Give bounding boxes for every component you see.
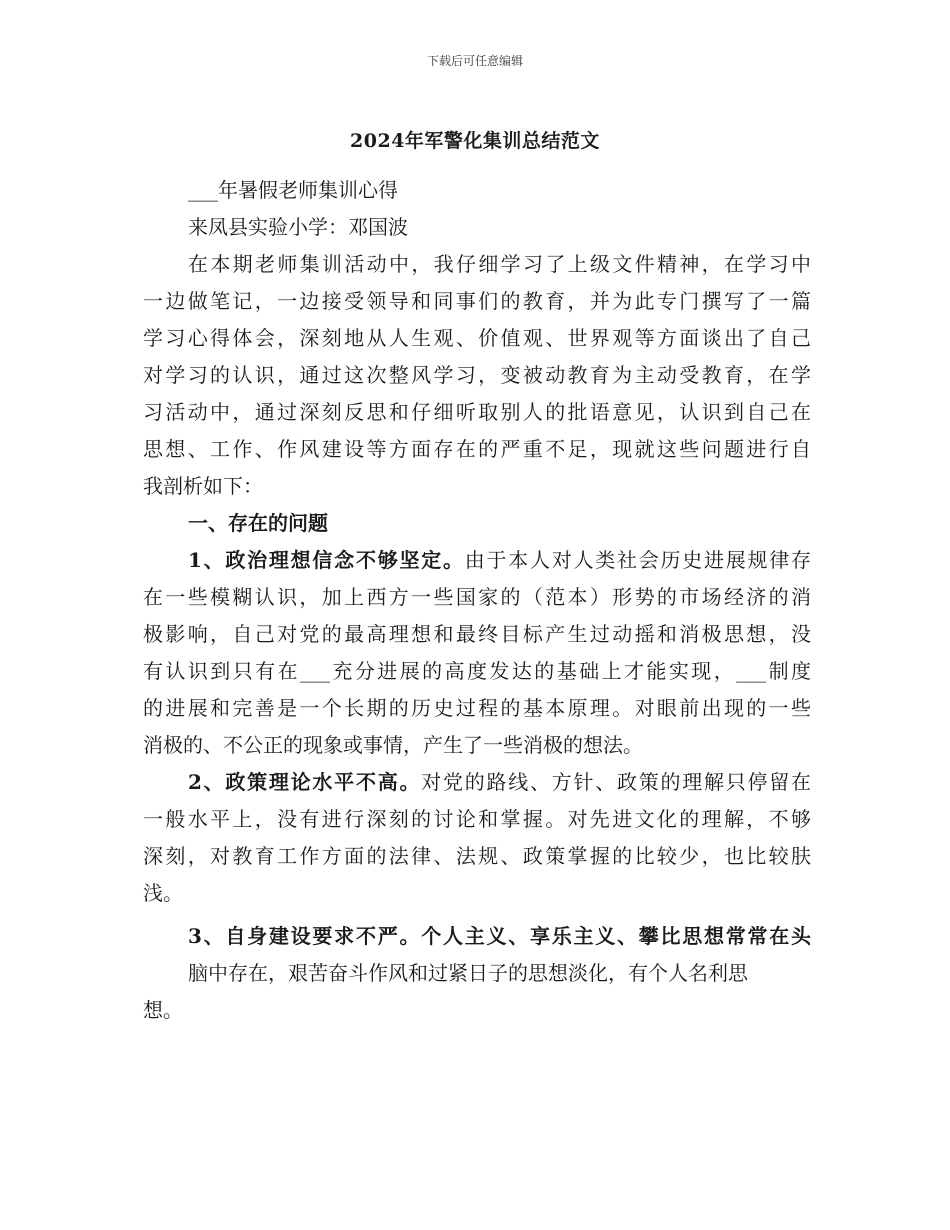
author-line: 来凤县实验小学：邓国波: [188, 215, 408, 239]
document-body: [143, 172, 811, 1029]
paragraph-line: 一般水平上，没有进行深刻的讨论和掌握。对先进文化的理解，不够: [143, 807, 811, 831]
item-1-paragraph: [143, 542, 811, 764]
paragraph-line: 消极的、不公正的现象或事情，产生了一些消极的想法。: [143, 733, 643, 757]
paragraph-line: 浅。: [143, 881, 183, 905]
paragraph-line: 的进展和完善是一个长期的历史过程的基本原理。对眼前出现的一些: [143, 696, 811, 720]
item-2-heading: 2、政策理论水平不高。: [188, 770, 422, 794]
item-3-paragraph: [143, 918, 811, 1029]
paragraph-line: 极影响，自己对党的最高理想和最终目标产生过动摇和消极思想，没: [143, 622, 811, 646]
paragraph-line: 对学习的认识，通过这次整风学习，变被动教育为主动受教育，在学: [143, 363, 811, 387]
paragraph-line: 一边做笔记，一边接受领导和同事们的教育，并为此专门撰写了一篇: [143, 289, 811, 313]
intro-paragraph: [143, 246, 811, 505]
paragraph-line: 在本期老师集训活动中，我仔细学习了上级文件精神，在学习中: [188, 252, 811, 276]
item-2-paragraph: [143, 764, 811, 912]
paragraph-line: 思想、工作、作风建设等方面存在的严重不足，现就这些问题进行自: [143, 437, 811, 461]
paragraph-line: 学习心得体会，深刻地从人生观、价值观、世界观等方面谈出了自己: [143, 326, 811, 350]
paragraph-line: [143, 542, 811, 579]
paragraph-line: 有认识到只有在___充分进展的高度发达的基础上才能实现，___制度: [143, 659, 811, 683]
subtitle: ___年暑假老师集训心得: [188, 178, 398, 202]
paragraph-line: 深刻，对教育工作方面的法律、法规、政策掌握的比较少，也比较肤: [143, 844, 811, 868]
paragraph-line: 习活动中，通过深刻反思和仔细听取别人的批语意见，认识到自己在: [143, 400, 811, 424]
paragraph-line: 想。: [143, 998, 183, 1022]
paragraph-line: 脑中存在，艰苦奋斗作风和过紧日子的思想淡化，有个人名利思: [188, 961, 748, 985]
item-1-text: 由于本人对人类社会历史进展规律存: [464, 548, 811, 572]
item-3-heading: 3、自身建设要求不严。个人主义、享乐主义、攀比思想常常在头: [188, 924, 811, 948]
page-header-note: 下载后可任意编辑: [426, 54, 523, 68]
document-title: 2024年军警化集训总结范文: [350, 130, 600, 152]
paragraph-line: 我剖析如下：: [143, 474, 263, 498]
paragraph-line: 在一些模糊认识，加上西方一些国家的（范本）形势的市场经济的消: [143, 585, 811, 609]
paragraph-line: [143, 764, 811, 801]
section-heading: 一、存在的问题: [188, 511, 328, 535]
item-1-heading: 1、政治理想信念不够坚定。: [188, 548, 465, 572]
item-2-text: 对党的路线、方针、政策的理解只停留在: [421, 770, 812, 794]
